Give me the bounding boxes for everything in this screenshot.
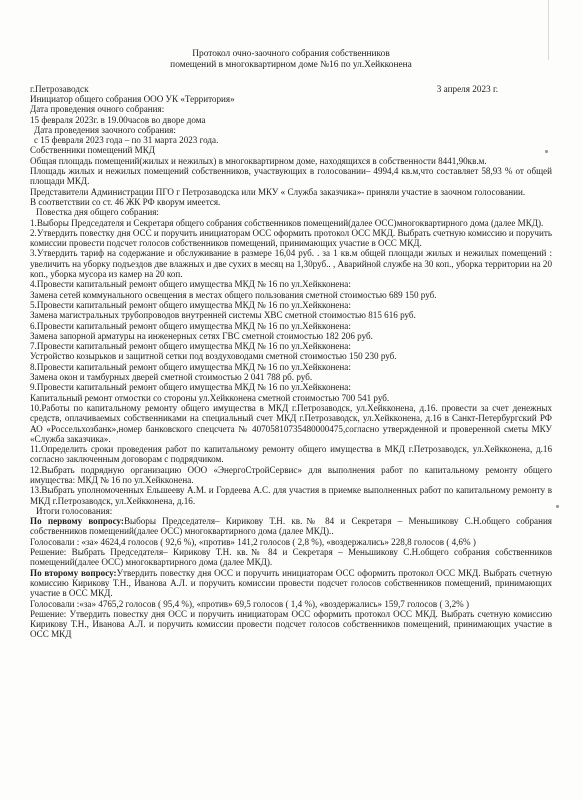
title-line-2: помещений в многоквартирном доме №16 по ул.Хейкконена: [170, 60, 412, 70]
document-date: 3 апреля 2023 г.: [436, 84, 498, 94]
question-1-decision: Решение: Выбрать Председателя– Кирикову Т.Н. кв.№ 84 и Секретаря – Меньшикову С.Н.общего собрания собственников помещений(далее ОСС) многоквартирного дома (далее МКД).: [30, 547, 552, 568]
agenda-item-8-detail: Замена окон и тамбурных дверей сметной стоимостью 2 041 788 рб. руб.: [30, 372, 313, 383]
agenda-item-5: 5.Провести капитальный ремонт общего имущества МКД № 16 по ул.Хейкконена:: [30, 299, 351, 310]
results-heading: Итоги голосования:: [36, 505, 113, 516]
agenda-item-13: 13.Выбрать уполномоченных Ельшееву А.М. и Гордеева А.С. для участия в приемке выполненных работ по капитальному ремонту в МКД г.Петрозаводск, ул.Хейкконена, д.16.: [30, 485, 552, 506]
agenda-item-9: 9.Провести капитальный ремонт общего имущества МКД № 16 по ул.Хейкконена:: [30, 382, 351, 393]
agenda-item-9-detail: Капитальный ремонт отмостки со стороны ул.Хейкконена сметной стоимостью 700 541 руб.: [30, 392, 390, 403]
initiator: Инициатор общего собрания ООО УК «Территория»: [30, 94, 235, 104]
question-2-text: Утвердить повестку дня ОСС и поручить инициаторам ОСС оформить протокол ОСС МКД. Выбрать счетную комиссию Кирикову Т.Н., Иванова А.Л. и поручить комиссии провести подсчет голосов собственников помещений, принимающих участие в ОСС МКД.: [30, 567, 553, 599]
agenda-item-6-detail: Замена запорной арматуры на инженерных сетях ГВС сметной стоимостью 182 206 руб.: [30, 330, 373, 341]
question-1-text: Выборы Председателя– Кирикову Т.Н. кв.№ 84 и Секретаря – Меньшикову С.Н.общего собрания собственников помещений(далее ОСС) многоквартирного дома (далее МКД)..: [30, 516, 552, 537]
agenda-item-3: 3.Утвердить тариф на содержание и обслуживание в размере 16,04 руб. . за 1 кв.м общей площади жилых и нежилых помещений : увеличить на уборку подъездов две влажных и две сухих в месяц на 1,30руб.. , Аварийной службе на 30 коп., уборка территории на 20 коп., уборка мусора из камер на 20 коп.: [30, 248, 552, 280]
question-2: [30, 568, 552, 599]
agenda-item-12: 12.Выбрать подрядную организацию ООО «ЭнергоСтройСервис» для выполнения работ по капитальному ремонту общего имущества: МКД № 16 по ул.Хейкконена.: [30, 464, 552, 485]
agenda-item-8: 8.Провести капитальный ремонт общего имущества МКД № 16 по ул.Хейкконена:: [30, 361, 351, 372]
document-title: [0, 49, 582, 71]
total-area: Общая площадь помещений(жилых и нежилых) в многоквартирном доме, находящихся в собственности 8441,90кв.м.: [30, 155, 487, 166]
question-1-votes: Голосовали : «за» 4624,4 голосов ( 92,6 %), «против» 141,2 голосов ( 2,8 %), «воздержались» 228,8 голосов ( 4,6% ): [30, 536, 476, 547]
agenda-item-11: 11.Определить сроки проведения работ по капитальному ремонту общего имущества в МКД г.Петрозаводск, ул.Хейкконена, д.16 согласно заключенным договорам с подрядчиком.: [30, 444, 552, 465]
agenda-item-2: 2.Утвердить повестку дня ОСС и поручить инициаторам ОСС оформить протокол ОСС МКД. Выбрать счетную комиссию и поручить комиссии провести подсчет голосов собственников помещений, принимающих участие в ОСС МКД.: [30, 227, 552, 249]
agenda-heading: Повестка дня общего собрания:: [36, 207, 159, 218]
agenda-item-6: 6.Провести капитальный ремонт общего имущества МКД № 16 по ул.Хейкконена:: [30, 320, 351, 331]
agenda-item-10: 10.Работы по капитальному ремонту общего имущества в МКД г.Петрозаводск, ул.Хейкконена, д.16. провести за счет денежных средств, оплачиваемых собственниками на специальный счет МКД г.Петрозаводск, ул.Хейкконена, д.16 в Санкт-Петербургский РФ АО «Россельхозбанк»,номер банковского спецсчета № 40705810735480000475,согласно утвержденной и проверенной сметы МКУ «Служба заказчика».: [30, 402, 552, 444]
absentee-date-label: Дата проведения заочного собрания:: [34, 124, 176, 135]
agenda-item-7: 7.Провести капитальный ремонт общего имущества МКД № 16 по ул.Хейкконена:: [30, 341, 351, 352]
document-body: [30, 94, 552, 640]
agenda-item-1: 1.Выборы Председателя и Секретаря общего собрания собственников помещений(далее ОСС)многоквартирного дома (далее МКД).: [30, 217, 544, 228]
in-person-date-label: Дата проведения очного собрания:: [30, 104, 165, 115]
city: г.Петрозаводск: [30, 84, 89, 94]
in-person-date: 15 февраля 2023г. в 19.00часов во дворе дома: [30, 114, 206, 125]
agenda-item-5-detail: Замена магистральных трубопроводов внутренней системы ХВС сметной стоимостью 815 616 руб.: [30, 310, 416, 321]
question-2-heading: По второму вопросу:: [30, 567, 117, 578]
agenda-item-7-detail: Устройство козырьков и защитной сетки под воздуховодами сметной стоимостью 150 230 руб.: [30, 351, 397, 362]
agenda-item-4: 4.Провести капитальный ремонт общего имущества МКД № 16 по ул.Хейкконена:: [30, 279, 351, 290]
administration-note: Представители Администрации ПГО г Петрозаводска или МКУ « Служба заказчика»- приняли участие в заочном голосовании.: [30, 186, 526, 197]
owners-label: Собственники помещений МКД: [30, 145, 155, 156]
question-2-votes: Голосовали :«за» 4765,2 голосов ( 95,4 %), «против» 69,5 голосов ( 1,4 %), «воздержались» 159,7 голосов ( 3,2% ): [30, 598, 470, 609]
absentee-date: с 15 февраля 2023 года – по 31 марта 2023 года.: [34, 135, 219, 146]
question-2-decision: Решение: Утвердить повестку дня ОСС и поручить инициаторам ОСС оформить протокол ОСС МКД. Выбрать счетную комиссию Кирикову Т.Н., Иванова А.Л. и поручить комиссии провести подсчет голосов собственников помещений, принимающих участие в ОСС МКД: [30, 608, 552, 640]
voting-area: Площадь жилых и нежилых помещений собственников, участвующих в голосовании– 4994,4 кв.м,что составляет 58,93 % от общей площади МКД.: [30, 166, 552, 187]
quorum: В соответствии со ст. 46 ЖК РФ кворум имеется.: [30, 196, 221, 207]
question-1-heading: По первому вопросу:: [30, 516, 124, 527]
scan-speck: [556, 505, 559, 508]
question-1: [30, 516, 552, 537]
agenda-item-4-detail: Замена сетей коммунального освещения в местах общего пользования сметной стоимостью 689 150 руб.: [30, 289, 437, 300]
title-line-1: Протокол очно-заочного собрания собственников: [192, 49, 390, 59]
